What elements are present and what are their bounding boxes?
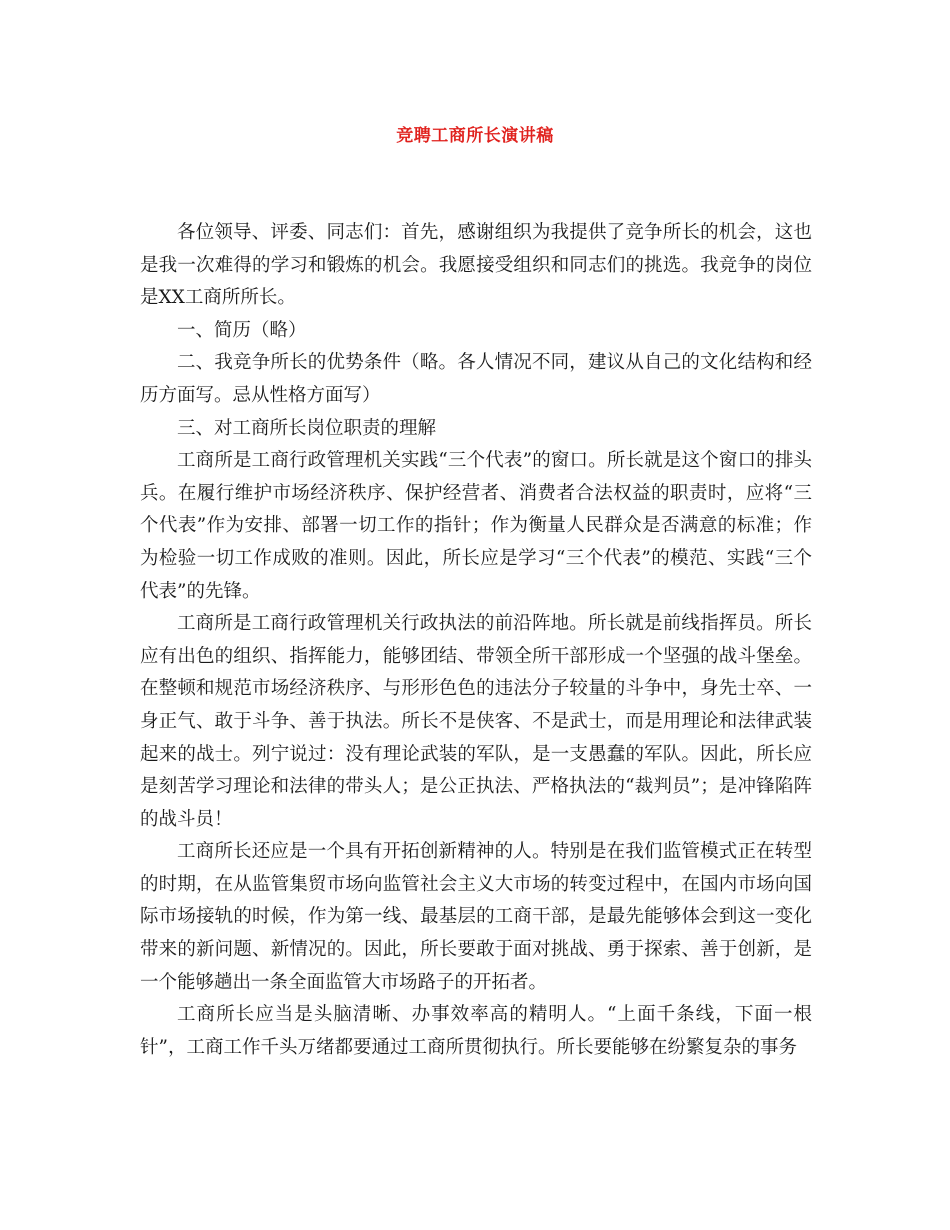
paragraph: 工商所是工商行政管理机关行政执法的前沿阵地。所长就是前线指挥员。所长应有出色的组织、指挥能力，能够团结、带领全所干部形成一个坚强的战斗堡垒。在整顿和规范市场经济秩序、与形形色色的违法分子较量的斗争中，身先士卒、一身正气、敢于斗争、善于执法。所长不是侠客、不是武士，而是用理论和法律武装起来的战士。列宁说过：没有理论武装的军队，是一支愚蠢的军队。因此，所长应是刻苦学习理论和法律的带头人；是公正执法、严格执法的“裁判员”；是冲锋陷阵的战斗员！ (140, 613, 812, 830)
paragraph: 三、对工商所长岗位职责的理解 (177, 417, 437, 439)
paragraph: 二、我竞争所长的优势条件（略。各人情况不同，建议从自己的文化结构和经历方面写。忌从性格方面写） (140, 352, 812, 406)
paragraph: 一、简历（略） (177, 319, 307, 341)
paragraph: 工商所是工商行政管理机关实践“三个代表”的窗口。所长就是这个窗口的排头兵。在履行维护市场经济秩序、保护经营者、消费者合法权益的职责时，应将“三个代表”作为安排、部署一切工作的指针；作为衡量人民群众是否满意的标准；作为检验一切工作成败的准则。因此，所长应是学习“三个代表”的模范、实践“三个代表”的先锋。 (140, 450, 812, 602)
paragraph: 工商所长还应是一个具有开拓创新精神的人。特别是在我们监管模式正在转型的时期，在从监管集贸市场向监管社会主义大市场的转变过程中，在国内市场向国际市场接轨的时候，作为第一线、最基层的工商干部，是最先能够体会到这一变化带来的新问题、新情况的。因此，所长要敢于面对挑战、勇于探索、善于创新，是一个能够趟出一条全面监管大市场路子的开拓者。 (140, 841, 812, 993)
document-title: 竞聘工商所长演讲稿 (396, 126, 554, 146)
paragraph: 工商所长应当是头脑清晰、办事效率高的精明人。“上面千条线，下面一根针”，工商工作千头万绪都要通过工商所贯彻执行。所长要能够在纷繁复杂的事务 (140, 1004, 812, 1058)
paragraph: 各位领导、评委、同志们：首先，感谢组织为我提供了竞争所长的机会，这也是我一次难得的学习和锻炼的机会。我愿接受组织和同志们的挑选。我竞争的岗位是XX工商所所长。 (140, 222, 812, 309)
document-body (140, 217, 812, 1064)
